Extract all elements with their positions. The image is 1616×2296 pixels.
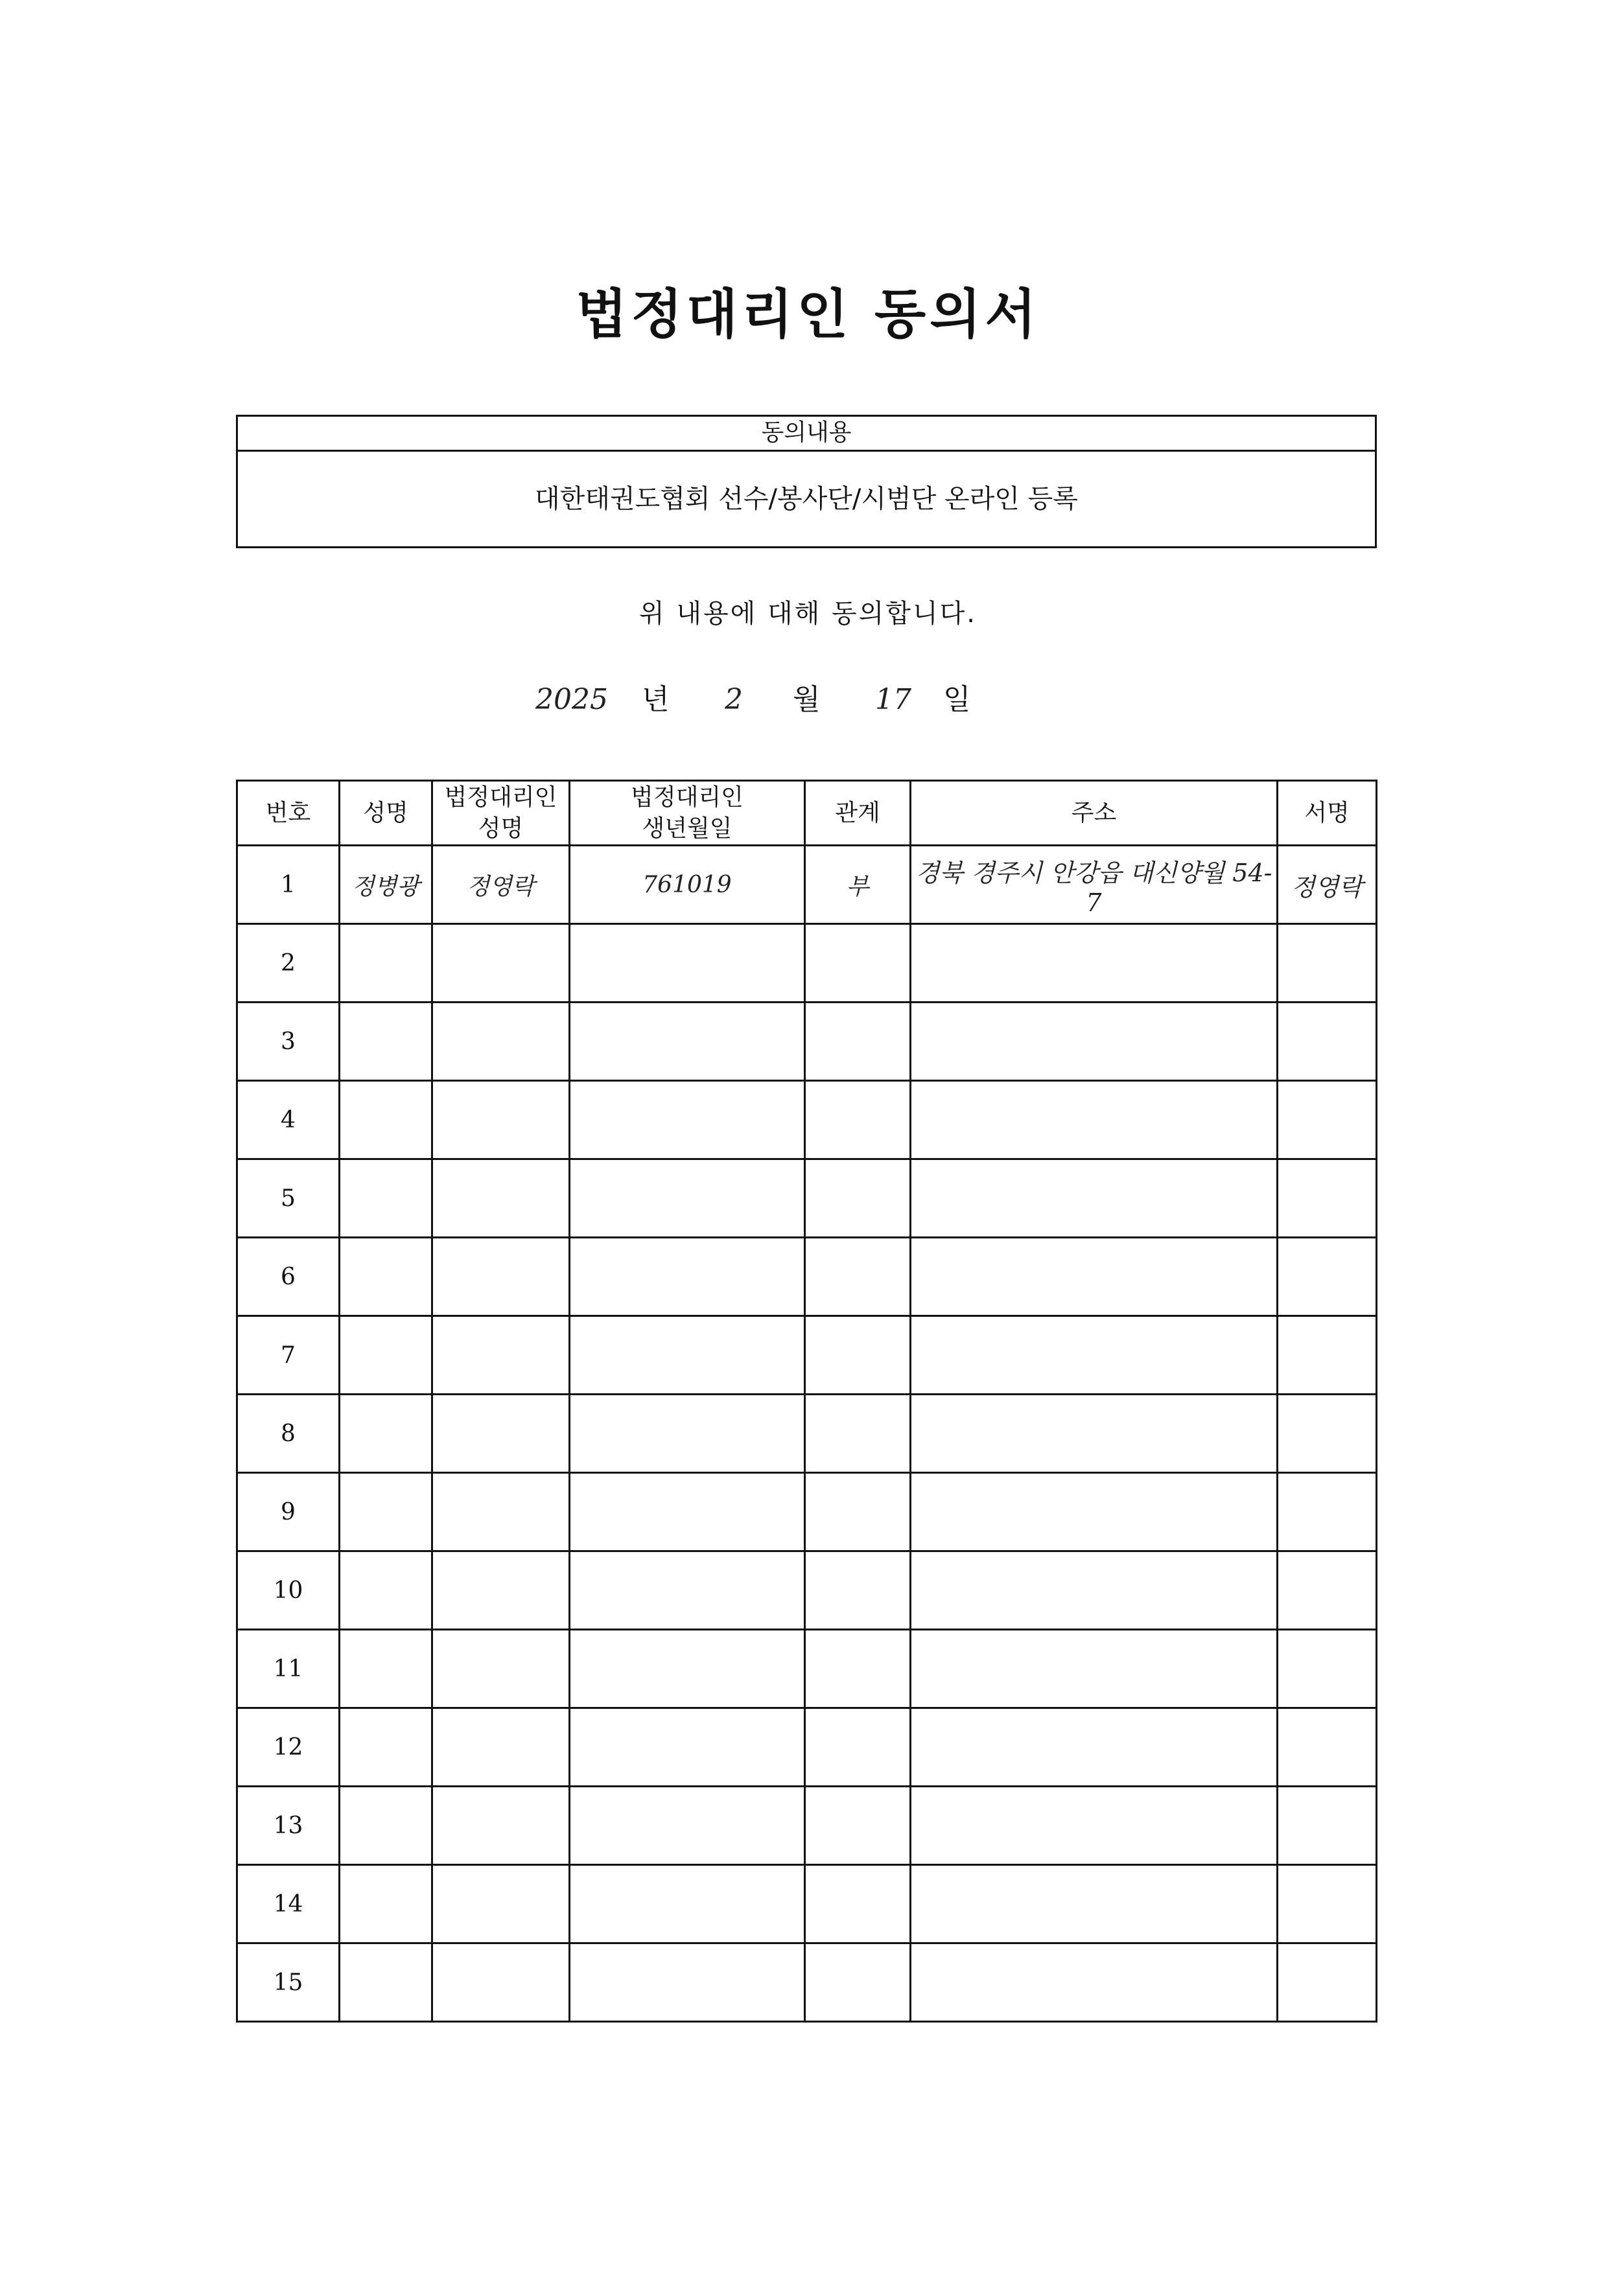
row-name[interactable] — [340, 1630, 432, 1708]
row-guardian-dob[interactable] — [570, 1630, 805, 1708]
row-name[interactable] — [340, 1708, 432, 1787]
table-row — [237, 1787, 1377, 1865]
header-guardian-name — [432, 781, 570, 846]
table-row — [237, 1159, 1377, 1238]
row-relation[interactable] — [805, 1003, 911, 1081]
date-day-label: 일 — [943, 683, 971, 716]
header-guardian-dob-line1: 법정대리인 — [631, 783, 744, 811]
row-signature[interactable] — [1278, 1473, 1377, 1551]
row-signature[interactable] — [1278, 1395, 1377, 1473]
row-number: 15 — [237, 1943, 340, 2022]
date-row — [0, 677, 1616, 723]
row-address[interactable] — [911, 1787, 1278, 1865]
row-name[interactable] — [340, 1551, 432, 1630]
header-guardian-dob-line2: 생년월일 — [642, 815, 732, 842]
row-number: 4 — [237, 1081, 340, 1159]
row-guardian-name[interactable] — [432, 1159, 570, 1238]
row-guardian-dob[interactable] — [570, 1395, 805, 1473]
date-month-label: 월 — [793, 683, 821, 716]
consent-header: 동의내용 — [238, 417, 1375, 452]
row-address[interactable] — [911, 1238, 1278, 1316]
row-guardian-name[interactable] — [432, 1473, 570, 1551]
table-header-row — [237, 781, 1377, 846]
guardian-table — [236, 780, 1377, 2023]
row-relation[interactable] — [805, 1787, 911, 1865]
row-signature[interactable] — [1278, 1551, 1377, 1630]
row-guardian-name[interactable] — [432, 1787, 570, 1865]
row-relation[interactable] — [805, 924, 911, 1003]
row-number: 5 — [237, 1159, 340, 1238]
row-name[interactable] — [340, 1787, 432, 1865]
agreement-text: 위 내용에 대해 동의합니다. — [639, 599, 977, 629]
header-address: 주소 — [911, 781, 1278, 846]
table-row — [237, 1473, 1377, 1551]
row-relation[interactable] — [805, 1630, 911, 1708]
row-signature[interactable] — [1278, 1316, 1377, 1395]
row-guardian-dob[interactable] — [570, 1943, 805, 2022]
row-address[interactable] — [911, 1003, 1278, 1081]
row-name[interactable] — [340, 1395, 432, 1473]
row-address[interactable]: 경북 경주시 안강읍 대신양월 54-7 — [911, 846, 1278, 924]
row-guardian-dob[interactable] — [570, 1708, 805, 1787]
row-signature[interactable] — [1278, 1081, 1377, 1159]
row-guardian-dob[interactable] — [570, 1787, 805, 1865]
row-name[interactable] — [340, 1865, 432, 1943]
row-relation[interactable] — [805, 1708, 911, 1787]
row-guardian-name[interactable] — [432, 924, 570, 1003]
row-signature[interactable] — [1278, 1630, 1377, 1708]
row-number: 6 — [237, 1238, 340, 1316]
row-relation[interactable] — [805, 1473, 911, 1551]
row-name[interactable] — [340, 1159, 432, 1238]
table-row — [237, 1003, 1377, 1081]
row-signature[interactable] — [1278, 1238, 1377, 1316]
table-row — [237, 1238, 1377, 1316]
row-relation[interactable] — [805, 1081, 911, 1159]
row-address[interactable] — [911, 1473, 1278, 1551]
date-year-label: 년 — [642, 683, 670, 716]
row-name[interactable] — [340, 1943, 432, 2022]
row-address[interactable] — [911, 1316, 1278, 1395]
row-address[interactable] — [911, 924, 1278, 1003]
table-row — [237, 1630, 1377, 1708]
row-signature[interactable] — [1278, 1943, 1377, 2022]
row-guardian-dob[interactable] — [570, 1238, 805, 1316]
table-row — [237, 1316, 1377, 1395]
row-number: 3 — [237, 1003, 340, 1081]
row-signature[interactable] — [1278, 924, 1377, 1003]
row-number: 1 — [237, 846, 340, 924]
row-guardian-name[interactable] — [432, 1865, 570, 1943]
header-signature: 서명 — [1278, 781, 1377, 846]
row-relation[interactable] — [805, 1551, 911, 1630]
row-guardian-name[interactable] — [432, 1316, 570, 1395]
row-number: 12 — [237, 1708, 340, 1787]
row-number: 9 — [237, 1473, 340, 1551]
row-number: 13 — [237, 1787, 340, 1865]
row-address[interactable] — [911, 1865, 1278, 1943]
row-signature[interactable]: 정영락 — [1278, 846, 1377, 924]
row-address[interactable] — [911, 1943, 1278, 2022]
row-guardian-name[interactable] — [432, 1081, 570, 1159]
row-address[interactable] — [911, 1081, 1278, 1159]
page-title: 법정대리인 동의서 — [576, 284, 1040, 345]
row-number: 7 — [237, 1316, 340, 1395]
header-guardian-dob — [570, 781, 805, 846]
row-signature[interactable] — [1278, 1003, 1377, 1081]
row-relation[interactable]: 부 — [805, 846, 911, 924]
row-name[interactable] — [340, 1473, 432, 1551]
row-guardian-name[interactable] — [432, 1943, 570, 2022]
row-guardian-dob[interactable] — [570, 1473, 805, 1551]
row-guardian-dob[interactable] — [570, 1551, 805, 1630]
row-guardian-name[interactable] — [432, 1630, 570, 1708]
table-row — [237, 1395, 1377, 1473]
row-guardian-name[interactable] — [432, 1708, 570, 1787]
row-number: 14 — [237, 1865, 340, 1943]
table-row — [237, 1708, 1377, 1787]
row-relation[interactable] — [805, 1865, 911, 1943]
table-row — [237, 1865, 1377, 1943]
row-relation[interactable] — [805, 1943, 911, 2022]
header-relation: 관계 — [805, 781, 911, 846]
row-relation[interactable] — [805, 1238, 911, 1316]
row-name[interactable] — [340, 1081, 432, 1159]
row-guardian-dob[interactable] — [570, 1865, 805, 1943]
table-row — [237, 1081, 1377, 1159]
row-address[interactable] — [911, 1395, 1278, 1473]
row-guardian-name[interactable]: 정영락 — [432, 846, 570, 924]
row-name[interactable] — [340, 1238, 432, 1316]
row-signature[interactable] — [1278, 1159, 1377, 1238]
row-signature[interactable] — [1278, 1787, 1377, 1865]
header-number: 번호 — [237, 781, 340, 846]
row-signature[interactable] — [1278, 1708, 1377, 1787]
header-guardian-name-line2: 성명 — [478, 815, 524, 842]
row-address[interactable] — [911, 1630, 1278, 1708]
row-guardian-name[interactable] — [432, 1395, 570, 1473]
row-number: 8 — [237, 1395, 340, 1473]
row-guardian-dob[interactable] — [570, 924, 805, 1003]
row-guardian-dob[interactable] — [570, 1316, 805, 1395]
row-name[interactable] — [340, 1316, 432, 1395]
header-guardian-name-line1: 법정대리인 — [444, 783, 557, 811]
row-relation[interactable] — [805, 1159, 911, 1238]
row-guardian-name[interactable] — [432, 1551, 570, 1630]
row-guardian-dob[interactable] — [570, 1159, 805, 1238]
row-address[interactable] — [911, 1159, 1278, 1238]
row-guardian-dob[interactable] — [570, 1003, 805, 1081]
row-guardian-dob[interactable]: 761019 — [570, 846, 805, 924]
row-address[interactable] — [911, 1551, 1278, 1630]
row-signature[interactable] — [1278, 1865, 1377, 1943]
row-name[interactable]: 정병광 — [340, 846, 432, 924]
row-guardian-name[interactable] — [432, 1003, 570, 1081]
row-guardian-name[interactable] — [432, 1238, 570, 1316]
row-guardian-dob[interactable] — [570, 1081, 805, 1159]
table-row — [237, 846, 1377, 924]
row-name[interactable] — [340, 1003, 432, 1081]
row-relation[interactable] — [805, 1316, 911, 1395]
table-row — [237, 1943, 1377, 2022]
row-number: 10 — [237, 1551, 340, 1630]
table-row — [237, 924, 1377, 1003]
row-name[interactable] — [340, 924, 432, 1003]
date-day-value[interactable]: 17 — [875, 683, 911, 716]
row-number: 2 — [237, 924, 340, 1003]
consent-content: 대한태권도협회 선수/봉사단/시범단 온라인 등록 — [535, 484, 1078, 514]
row-relation[interactable] — [805, 1395, 911, 1473]
date-month-value[interactable]: 2 — [725, 683, 743, 716]
table-row — [237, 1551, 1377, 1630]
row-number: 11 — [237, 1630, 340, 1708]
date-year-value[interactable]: 2025 — [535, 683, 608, 716]
consent-box — [236, 415, 1377, 548]
row-address[interactable] — [911, 1708, 1278, 1787]
header-name: 성명 — [340, 781, 432, 846]
